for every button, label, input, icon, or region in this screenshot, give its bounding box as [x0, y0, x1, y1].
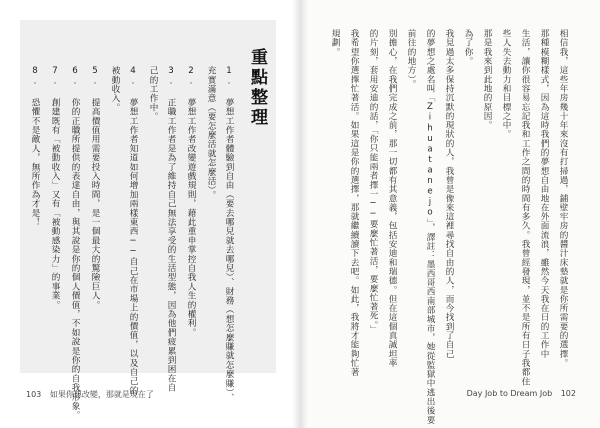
body-line-6: 為了你。 [463, 29, 473, 66]
body-line-4: 些人失去動力和目標之中。 [501, 29, 511, 139]
summary-point-4: 4. 夢想工作者知道如何增加兩樣東西──自己在市場上的價值，以及自己的 [128, 66, 138, 395]
right-page [300, 0, 600, 428]
body-line-1: 相信我，這些年房幾十年來沒有打掃過，鋪壁牢房的醬汁床墊就是你所需要的選擇。 [558, 29, 568, 368]
body-line-7: 我見過太多保持沉默的現狀的人，我曾是像來這裡尋找自由的人，而今找到了自己 [444, 29, 454, 359]
book-gutter [292, 0, 308, 428]
body-line-9: 前往的地方）。 [406, 29, 416, 89]
right-footer [467, 389, 582, 398]
summary-point-7: 7. 創建既有「被動收入」又有「被動感染力」的事業。 [50, 66, 60, 310]
summary-point-4b: 被動收入。 [110, 66, 120, 112]
left-page-number: 103 [26, 390, 42, 399]
body-line-8: 的夢想之處名叫「Zihuatanejo」，譯註：墨西哥西南部城市，她從監獄中逃出後要 [425, 29, 435, 425]
summary-point-3: 3. 正職工作者是為了維持自己無法享受的生活型態，因為他們疲累到困在自 [166, 66, 176, 393]
body-line-5: 那是我來到此地的原因。 [482, 29, 492, 130]
body-line-10: 別擔心，在我們完成之前，那一切都有其意義，包括安迪和瑞德。但在這個真誠坦率 [387, 29, 397, 368]
body-line-2: 那種模糊樣式，因為這時我們的夢想自由地在外面流浪，雖然今天我在日的工作中 [539, 29, 549, 359]
body-line-11: 的片刻，套用安迪的話，「你只能兩者擇一──要麼忙著活，要麼忙著死。」 [368, 29, 378, 335]
summary-point-2: 2. 夢想工作者改變遊戲規則，藉此重申掌控自我人生的權利。 [186, 66, 196, 337]
summary-point-8: 8. 恐懼不是敵人，無所作為才是！ [30, 66, 40, 227]
body-line-3: 生活，讓你很容易忘記我和工作之間的時間有多久。我曾經發現，並不是所有日子我都住 [520, 29, 530, 386]
summary-point-1b: 充實滿意（要怎麼活就怎麼活）。 [206, 66, 216, 200]
summary-point-1: 1. 夢想工作者體驗到自由（要去哪兒就去哪兒）、財務（想怎麼賺就怎麼賺）、 [224, 66, 234, 402]
right-page-number: 102 [560, 389, 576, 398]
left-footer [20, 389, 154, 400]
left-running-title: 如果你想改變，那就是現在了 [49, 390, 154, 399]
right-running-title: Day Job to Dream Job [466, 389, 553, 398]
summary-point-3b: 己的工作中。 [148, 66, 158, 122]
summary-point-6: 6. 你的正職所提供的表達自由，與其說是你的個人價值，不如說是你的自我形象。 [70, 66, 80, 420]
section-title: 重點整理 [247, 48, 267, 128]
body-line-12: 我希望你選擇忙著活。如果這是你的選擇，那就繼續讀下去吧。如此，我將才能夠忙著 [349, 29, 359, 377]
summary-point-5: 5. 提高價值用需要投入時間，是一個最大的驚險巨人。 [90, 66, 100, 310]
body-line-13: 規劃。 [330, 29, 340, 57]
